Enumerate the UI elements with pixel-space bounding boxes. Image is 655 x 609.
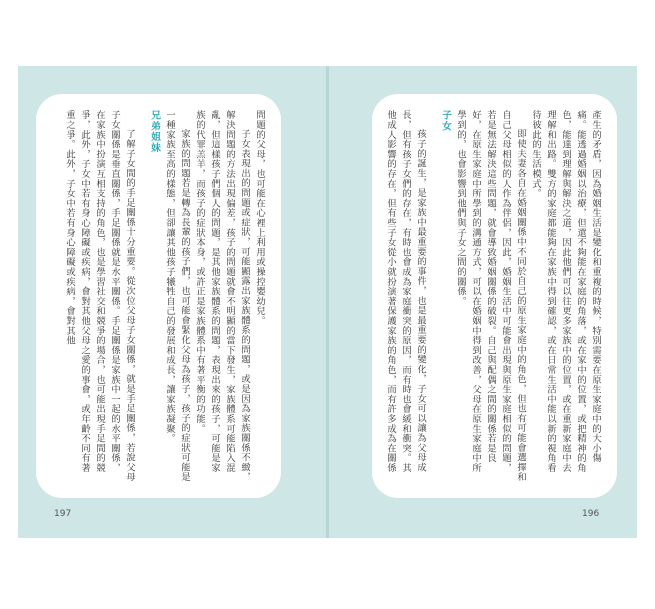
right-page — [372, 94, 617, 498]
paragraph: 家族的問題若是轉為長輩的孩子們，也可能會緊化父母為孩子，孩子的症狀可能是一種家族至高的樣態，但卻讓其他孩子犧牲自己的發展和成長，讓家族凝聚。 — [164, 110, 190, 482]
left-page-text — [48, 110, 267, 482]
left-page — [36, 94, 281, 498]
paragraph: 了解子女間的手足關係十分重要。從次位父母子女關係，就是手足關係，若說父母子女關係是垂直關係，手足關係就是水平關係。手足關係是家族中一起的水平關係，在家族中扮演互相支持的角色，也是學習社交和競爭的場合，也可能出現手足間的競爭，此外，子女中若有身心障礙或疾病，會對其他父母之愛的事會，或年齡不同有著重之爭。此外，子女中若有身心障礙或疾病，會對其他 — [64, 110, 135, 482]
paragraph: 產生的矛盾，因為婚姻生活是變化和重複的時候，特別需要在原生家庭中的大小傷痛。能透過婚姻以治療，但還不夠能在家庭的角落，或在家中的位置，或把精神的角色，能達到理解與解決之道，因此他們可以往更多家族中的位置，或在重新家庭中去理解和出路。雙方的家庭都能夠在家族中得到確認，或在日常生活中能以新的視角看待彼此的生活模式。 — [530, 110, 601, 473]
page-number-left: 197 — [54, 509, 72, 519]
paragraph: 孩子的誕生，是家族中最重要的事件，也是最重要的變化，子女可以讓為父母成長，但有孩子女們的存在，有時也會成為家庭衝突的原因，而有時也會緩和衝突。其他成人影響的存在，但有些子女從小就扮演著保護家族的角色，而有許多成為在關係 — [385, 110, 426, 473]
paragraph: 即使夫妻各自在婚姻關係中不同於自己的原生家庭中的角色，但也有可能會選擇和自己父母相似的人作為伴侶，因此，婚姻生活中可能會出現與原生家庭相似的問題，若是無法解決這些問題，就會導致婚姻關係的破裂。自己與配偶之間的關係若是良好，在原生家庭中所學到的溝通方式，可以在婚姻中得到改善，父母在原生家庭中所學到的，也會影響到他們與子女之間的關係。 — [455, 110, 526, 482]
book-gutter — [326, 66, 329, 538]
right-page-text — [384, 110, 603, 482]
paragraph: 子女表現出的問題或症狀，可能顯露出家族體系的問題，或是因為家族關係不緻，解決問題的方法出現偏差，孩子的問題就會不明顯的當下發生，家族體系可能陷入混亂，但這樣孩子們個人的問題，是其他家族體系的問題，表現出來的孩子，可能是家族的代罪羔羊，而孩子的症狀本身，或許正是家族體系中有著平衡的功能。 — [194, 110, 250, 482]
page-number-right: 196 — [582, 509, 600, 519]
section-heading: 子女 — [440, 110, 451, 132]
paragraph: 問題的父母，也可能在心裡上利用或操控嬰幼兒。 — [254, 110, 265, 326]
section-heading: 兄弟姐妹 — [149, 110, 160, 154]
